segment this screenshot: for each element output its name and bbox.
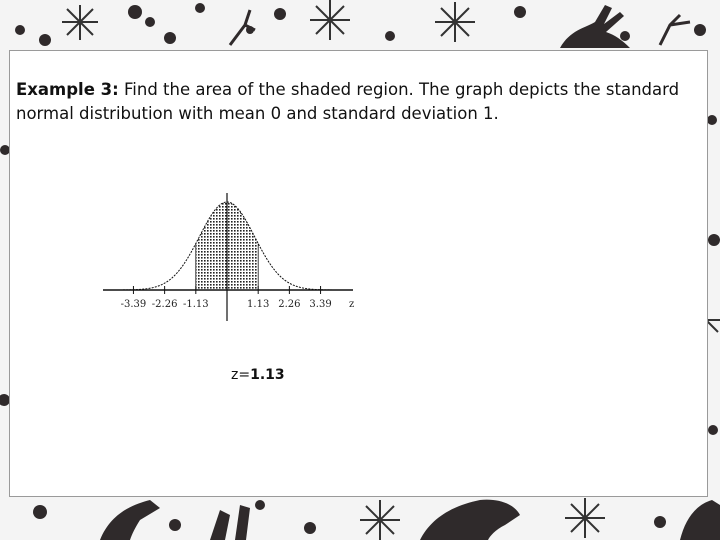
snowflake-icon — [435, 2, 475, 42]
axis-label: z — [349, 299, 355, 310]
problem-statement — [16, 78, 696, 126]
answer-value: 1.13 — [250, 367, 285, 383]
tick-label: 1.13 — [247, 299, 270, 310]
slide-content — [9, 50, 708, 497]
answer-prefix: z= — [231, 367, 251, 383]
tick-label: -3.39 — [120, 299, 147, 310]
problem-text: Find the area of the shaded region. The graph depicts the standard normal distribution with mean 0 and standard deviation 1. — [16, 80, 680, 123]
tick-label: 3.39 — [309, 299, 332, 310]
example-label: Example 3: — [16, 80, 119, 99]
snowflake-icon — [310, 0, 350, 40]
snowflake-icon — [565, 498, 605, 538]
tick-label: 2.26 — [278, 299, 301, 310]
normal-distribution-graph — [90, 191, 360, 321]
tick-label: -1.13 — [182, 299, 209, 310]
tick-label: -2.26 — [151, 299, 178, 310]
snowflake-icon — [360, 500, 400, 540]
snowflake-icon — [62, 5, 98, 40]
answer-line — [231, 367, 285, 383]
